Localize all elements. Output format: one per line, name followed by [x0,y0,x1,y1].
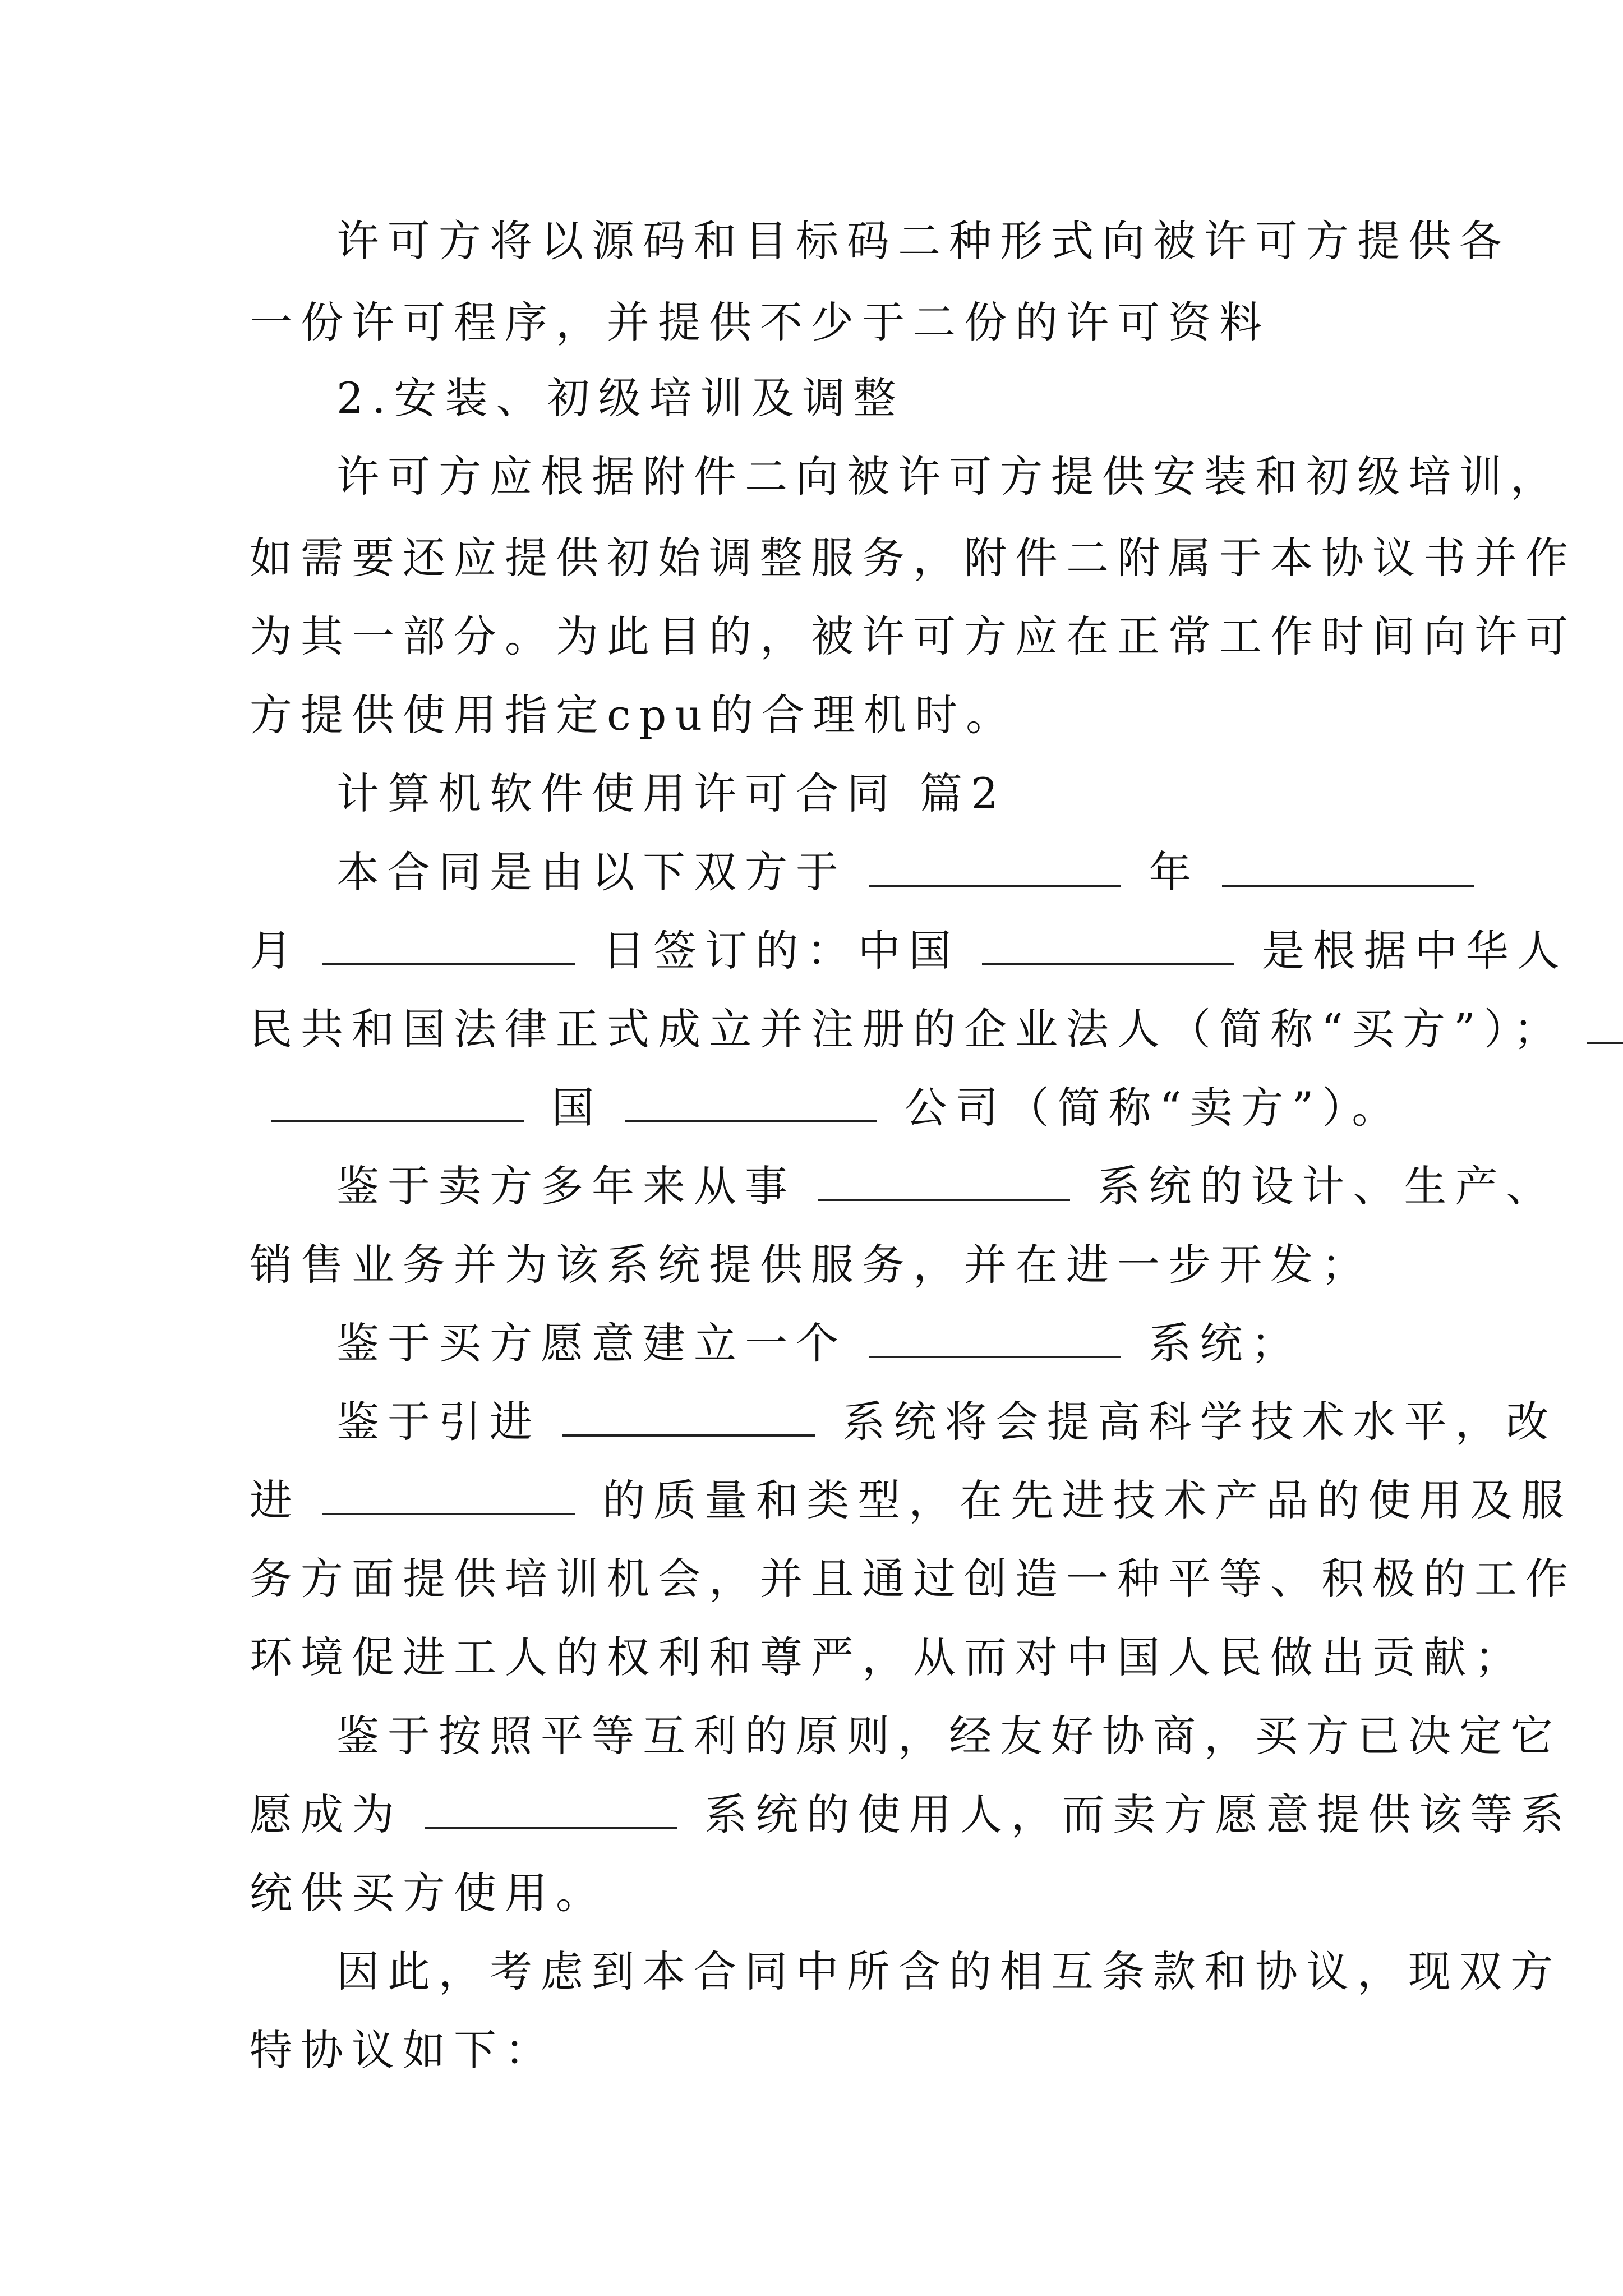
paragraph-line [336,435,1623,519]
paragraph-line [250,2008,1623,2092]
text-run: 鉴于卖方多年来从事 [336,1161,796,1211]
paragraph-line [250,1851,1623,1935]
paragraph-line [336,1144,1623,1228]
text-run: 系统的使用人，而卖方愿意提供该等系 [704,1789,1573,1839]
text-run: 系统； [1149,1318,1302,1368]
text-run: 系统的设计、生产、 [1098,1161,1557,1211]
text-run: 许可方将以源码和目标码二种形式向被许可方提供各 [336,216,1510,266]
text-run: 民共和国法律正式成立并注册的企业法人（简称“买方”）； [250,1004,1565,1054]
fill-blank[interactable] [1222,842,1474,887]
paragraph-line [250,1616,1623,1700]
fill-blank[interactable] [818,1156,1070,1201]
paragraph-line [250,1066,1623,1150]
fill-blank[interactable] [869,842,1121,887]
fill-blank[interactable] [322,1470,575,1515]
paragraph-line [250,1773,1623,1857]
text-run: 愿成为 [250,1789,403,1839]
fill-blank[interactable] [425,1784,677,1829]
text-run: 如需要还应提供初始调整服务，附件二附属于本协议书并作 [250,533,1576,583]
fill-blank[interactable] [869,1313,1121,1358]
paragraph-line [250,1537,1623,1621]
fill-blank[interactable] [322,921,575,965]
text-run: 一份许可程序，并提供不少于二份的许可资料 [250,297,1270,347]
text-run: 日签订的：中国 [602,926,960,976]
text-run: 月 [250,926,301,976]
paragraph-line [250,1223,1623,1307]
text-run: 本合同是由以下双方于 [336,847,847,897]
text-run: 年 [1149,847,1200,897]
paragraph-line [336,1694,1623,1778]
text-run: 鉴于买方愿意建立一个 [336,1318,847,1368]
text-run: 许可方应根据附件二向被许可方提供安装和初级培训， [336,452,1561,501]
text-run: 2.安装、初级培训及调整 [336,373,905,423]
fill-blank[interactable] [1587,999,1623,1044]
paragraph-line [336,1930,1623,2014]
paragraph-line [336,1301,1623,1386]
paragraph-line [336,830,1623,914]
text-run: 因此，考虑到本合同中所含的相互条款和协议，现双方 [336,1947,1561,1996]
article-title [336,752,1623,836]
paragraph-line [250,516,1623,600]
text-run: 的质量和类型，在先进技术产品的使用及服 [602,1475,1573,1525]
fill-blank[interactable] [982,921,1234,965]
text-run: 方提供使用指定cpu的合理机时。 [250,690,1017,740]
paragraph-line [250,673,1623,757]
text-run: 鉴于引进 [336,1397,541,1447]
fill-blank[interactable] [625,1078,877,1122]
paragraph-line [250,595,1623,679]
text-run: 销售业务并为该系统提供服务，并在进一步开发； [250,1240,1372,1290]
text-run: 环境促进工人的权利和尊严，从而对中国人民做出贡献； [250,1632,1525,1682]
paragraph-line [250,987,1623,1071]
text-run: 务方面提供培训机会，并且通过创造一种平等、积极的工作 [250,1554,1576,1604]
paragraph-line [336,199,1623,283]
paragraph-line [336,1380,1623,1464]
paragraph-line [250,1458,1623,1543]
paragraph-line [250,280,1623,365]
text-run: 系统将会提高科学技术水平，改 [842,1397,1557,1447]
text-run: 国 [551,1083,603,1133]
text-run: 为其一部分。为此目的，被许可方应在正常工作时间向许可 [250,611,1576,661]
fill-blank[interactable] [562,1392,815,1437]
text-run: 特协议如下： [250,2025,556,2075]
text-run: 进 [250,1475,301,1525]
text-run: 是根据中华人 [1261,926,1568,976]
section-heading [336,356,1623,440]
text-run: 鉴于按照平等互利的原则，经友好协商，买方已决定它 [336,1711,1561,1761]
text-run: 计算机软件使用许可合同 篇2 [336,769,1007,818]
text-run: 统供买方使用。 [250,1868,607,1918]
paragraph-line [250,909,1623,993]
fill-blank[interactable] [271,1078,524,1122]
text-run: 公司（简称“卖方”）。 [904,1083,1403,1133]
